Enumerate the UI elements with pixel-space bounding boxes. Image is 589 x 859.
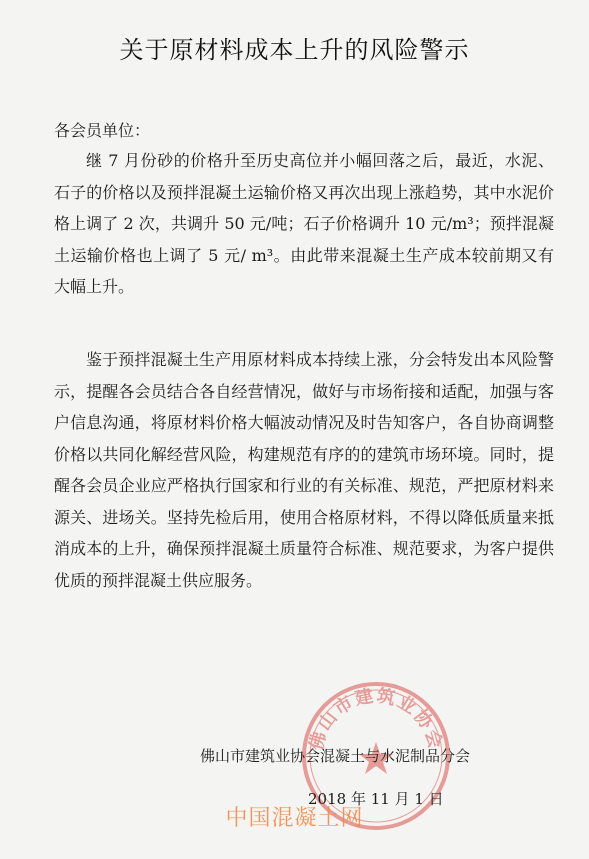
- document-title: 关于原材料成本上升的风险警示: [119, 36, 470, 64]
- signature-date: 2018 年 11 月 1 日: [308, 790, 444, 808]
- seal-text: 佛山市建筑业协会: [305, 685, 447, 753]
- watermark: 中国混凝土网: [225, 806, 364, 831]
- signature-organization: 佛山市建筑业协会混凝土与水泥制品分会: [200, 747, 471, 765]
- paragraph-1: 继 7 月份砂的价格升至历史高位并小幅回落之后，最近，水泥、石子的价格以及预拌混凝土运输价格又再次出现上涨趋势，其中水泥价格上调了 2 次，共调升 50 元/吨；石子价格调升 10 元/m³；预拌混凝土运输价格也上调了 5 元/ m³。由此带来混凝土生产成本较前期又有大幅上升。: [54, 151, 554, 296]
- paragraph-2: 鉴于预拌混凝土生产用原材料成本持续上涨，分会特发出本风险警示，提醒各会员结合各自经营情况，做好与市场衔接和适配，加强与客户信息沟通，将原材料价格大幅波动情况及时告知客户，各自协商调整价格以共同化解经营风险，构建规范有序的的建筑市场环境。同时，提醒各会员企业应严格执行国家和行业的有关标准、规范，严把原材料来源关、进场关。坚持先检后用，使用合格原材料，不得以降低质量来抵消成本的上升，确保预拌混凝土质量符合标准、规范要求，为客户提供优质的预拌混凝土供应服务。: [54, 350, 554, 590]
- salutation: 各会员单位：: [54, 121, 151, 140]
